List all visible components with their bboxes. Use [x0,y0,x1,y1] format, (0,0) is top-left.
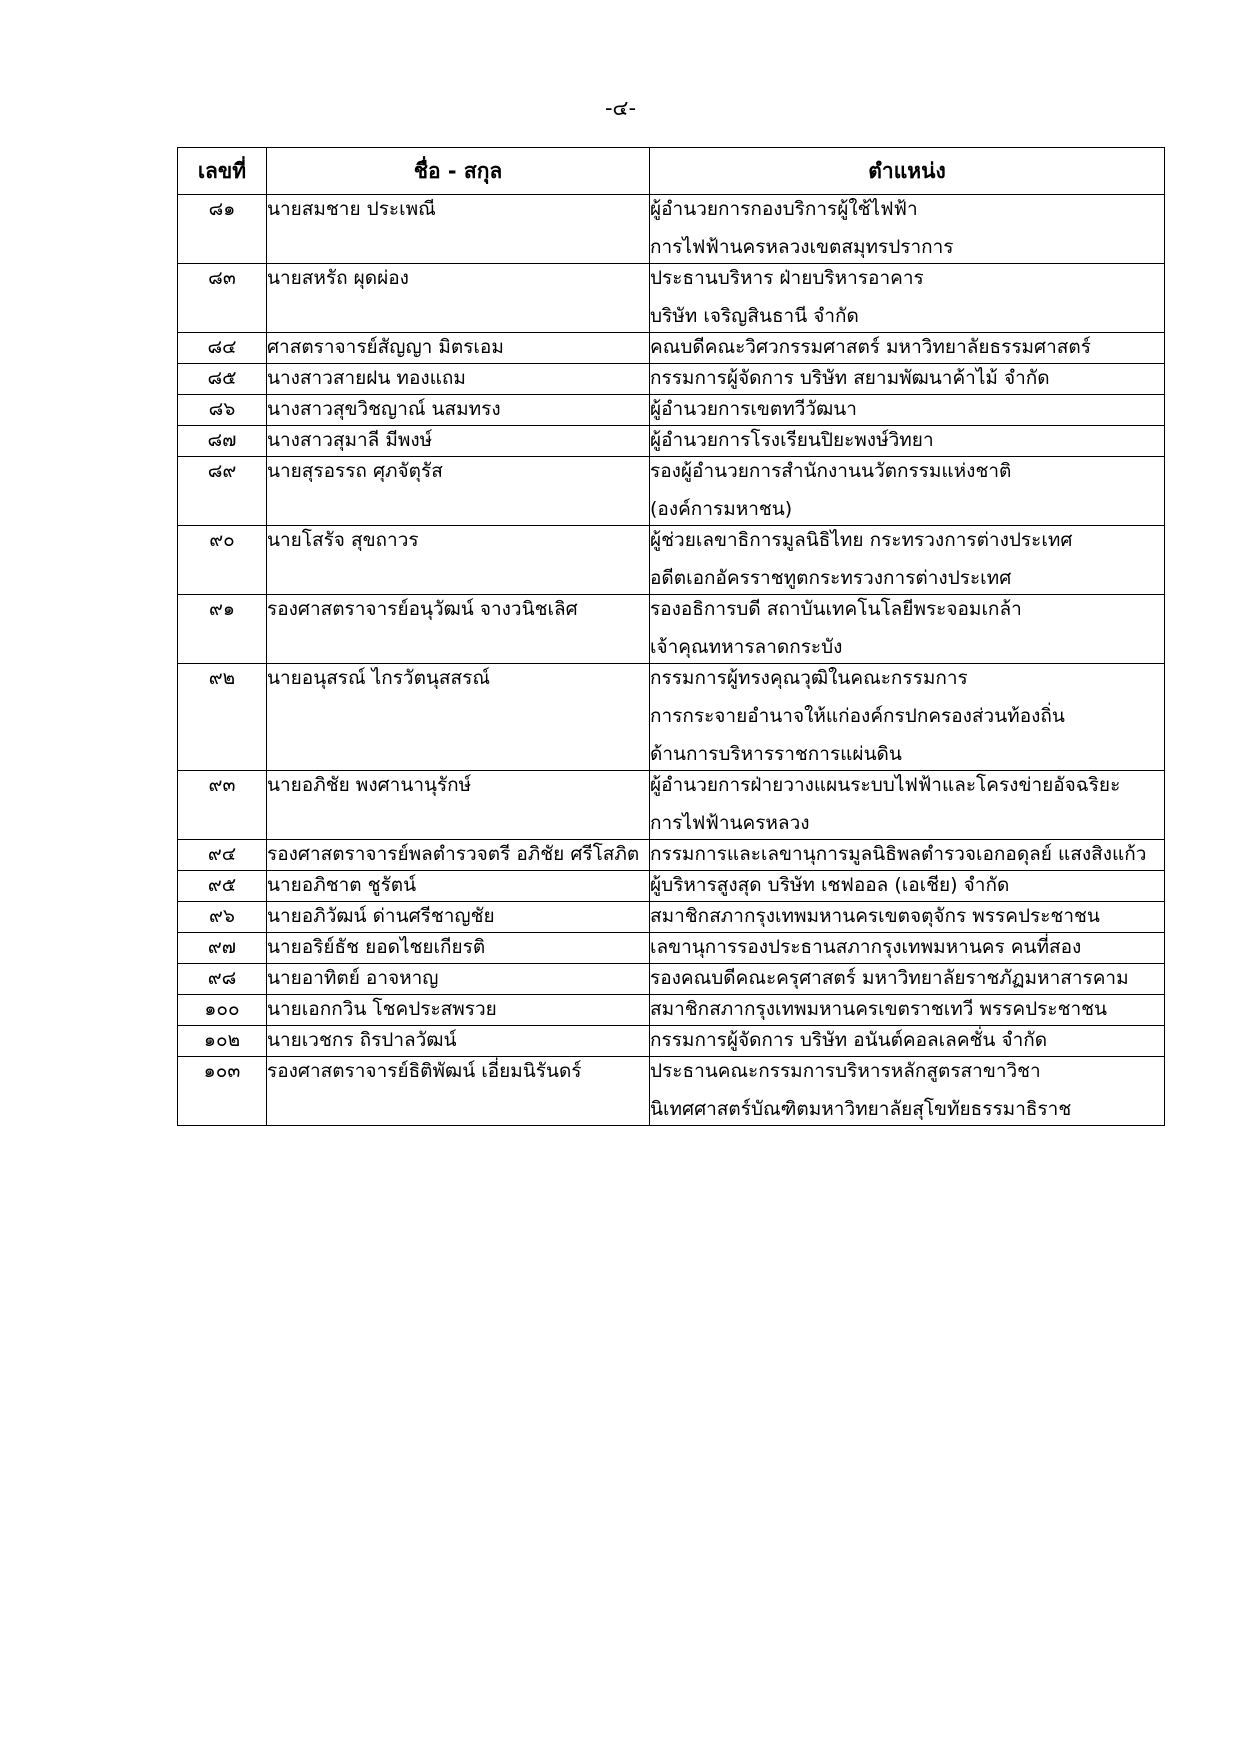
position-line: การไฟฟ้านครหลวง [650,812,810,834]
position-line: กรรมการผู้จัดการ บริษัท อนันต์คอลเลคชั่น จำกัด [650,1029,1048,1051]
person-position [650,902,1165,933]
person-name: นายอภิชาต ชูรัตน์ [267,871,650,902]
person-position [650,964,1165,995]
position-line: ประธานคณะกรรมการบริหารหลักสูตรสาขาวิชา [650,1060,1041,1082]
person-name: นางสาวสุขวิชญาณ์ นสมทรง [267,395,650,426]
person-position [650,195,1165,264]
position-line: ผู้ช่วยเลขาธิการมูลนิธิไทย กระทรวงการต่างประเทศ [650,529,1073,551]
table-row [178,426,1165,457]
person-name: นายสหรัถ ผุดผ่อง [267,264,650,333]
person-name: นายอภิวัฒน์ ด่านศรีชาญชัย [267,902,650,933]
person-name: นายเวชกร ถิรปาลวัฒน์ [267,1026,650,1057]
table-row [178,364,1165,395]
row-number: ๘๔ [178,333,267,364]
header-number: เลขที่ [178,148,267,195]
position-line: สมาชิกสภากรุงเทพมหานครเขตราชเทวี พรรคประชาชน [650,998,1108,1020]
row-number: ๘๖ [178,395,267,426]
row-number: ๑๐๐ [178,995,267,1026]
table-body [178,195,1165,1126]
person-position [650,264,1165,333]
row-number: ๘๗ [178,426,267,457]
person-name: นางสาวสุมาลี มีพงษ์ [267,426,650,457]
table-row [178,264,1165,333]
table-row [178,933,1165,964]
position-line: รองอธิการบดี สถาบันเทคโนโลยีพระจอมเกล้า [650,598,1022,620]
person-name: รองศาสตราจารย์พลตำรวจตรี อภิชัย ศรีโสภิต [267,840,650,871]
position-line: อดีตเอกอัครราชทูตกระทรวงการต่างประเทศ [650,567,1012,589]
table-row [178,664,1165,771]
row-number: ๑๐๒ [178,1026,267,1057]
table-row [178,457,1165,526]
position-line: ผู้อำนวยการกองบริการผู้ใช้ไฟฟ้า [650,198,918,220]
position-line: รองผู้อำนวยการสำนักงานนวัตกรรมแห่งชาติ [650,460,1012,482]
person-name: ศาสตราจารย์สัญญา มิตรเอม [267,333,650,364]
person-position [650,395,1165,426]
table-row [178,526,1165,595]
person-name: นายโสรัจ สุขถาวร [267,526,650,595]
roster-table [177,147,1165,1126]
row-number: ๙๒ [178,664,267,771]
person-name: นางสาวสายฝน ทองแถม [267,364,650,395]
row-number: ๙๕ [178,871,267,902]
position-line: สมาชิกสภากรุงเทพมหานครเขตจตุจักร พรรคประชาชน [650,905,1100,927]
position-line: (องค์การมหาชน) [650,498,793,520]
person-name: นายอนุสรณ์ ไกรวัตนุสสรณ์ [267,664,650,771]
person-position [650,526,1165,595]
person-position [650,871,1165,902]
position-line: ผู้อำนวยการโรงเรียนปิยะพงษ์วิทยา [650,429,934,451]
position-line: เจ้าคุณทหารลาดกระบัง [650,636,843,658]
position-line: การไฟฟ้านครหลวงเขตสมุทรปราการ [650,236,954,258]
person-name: นายอภิชัย พงศานานุรักษ์ [267,771,650,840]
table-row [178,995,1165,1026]
person-position [650,664,1165,771]
position-line: คณบดีคณะวิศวกรรมศาสตร์ มหาวิทยาลัยธรรมศาสตร์ [650,336,1091,358]
person-position [650,333,1165,364]
position-line: ผู้อำนวยการฝ่ายวางแผนระบบไฟฟ้าและโครงข่ายอัจฉริยะ [650,774,1121,796]
row-number: ๙๗ [178,933,267,964]
position-line: ผู้อำนวยการเขตทวีวัฒนา [650,398,857,420]
position-line: ผู้บริหารสูงสุด บริษัท เชฟออล (เอเชีย) จำกัด [650,874,1010,896]
person-position [650,1057,1165,1126]
row-number: ๘๕ [178,364,267,395]
table-row [178,395,1165,426]
person-position [650,771,1165,840]
table-row [178,195,1165,264]
person-position [650,364,1165,395]
table-row [178,771,1165,840]
person-position [650,1026,1165,1057]
person-name: นายเอกกวิน โชคประสพรวย [267,995,650,1026]
row-number: ๙๓ [178,771,267,840]
position-line: กรรมการผู้ทรงคุณวุฒิในคณะกรรมการ [650,667,968,689]
row-number: ๙๐ [178,526,267,595]
row-number: ๙๑ [178,595,267,664]
person-position [650,426,1165,457]
row-number: ๙๖ [178,902,267,933]
person-position [650,933,1165,964]
person-position [650,995,1165,1026]
row-number: ๙๔ [178,840,267,871]
table-row [178,333,1165,364]
position-line: กรรมการผู้จัดการ บริษัท สยามพัฒนาค้าไม้ จำกัด [650,367,1050,389]
person-name: นายสมชาย ประเพณี [267,195,650,264]
person-position [650,595,1165,664]
position-line: บริษัท เจริญสินธานี จำกัด [650,305,859,327]
table-row [178,1057,1165,1126]
position-line: เลขานุการรองประธานสภากรุงเทพมหานคร คนที่สอง [650,936,1082,958]
person-name: นายสุรอรรถ ศุภจัตุรัส [267,457,650,526]
table-row [178,595,1165,664]
table-row [178,964,1165,995]
table-header-row [178,148,1165,195]
person-position [650,840,1165,871]
person-name: นายอาทิตย์ อาจหาญ [267,964,650,995]
position-line: รองคณบดีคณะครุศาสตร์ มหาวิทยาลัยราชภัฏมหาสารคาม [650,967,1129,989]
header-position: ตำแหน่ง [650,148,1165,195]
table-row [178,840,1165,871]
person-name: รองศาสตราจารย์ธิติพัฒน์ เอี่ยมนิรันดร์ [267,1057,650,1126]
page-number: -๔- [604,96,637,120]
row-number: ๙๘ [178,964,267,995]
position-line: การกระจายอำนาจให้แก่องค์กรปกครองส่วนท้องถิ่น [650,705,1065,727]
position-line: กรรมการและเลขานุการมูลนิธิพลตำรวจเอกอดุลย์ แสงสิงแก้ว [650,843,1147,865]
row-number: ๘๙ [178,457,267,526]
person-position [650,457,1165,526]
person-name: นายอริย์ธัช ยอดไชยเกียรติ [267,933,650,964]
position-line: นิเทศศาสตร์บัณฑิตมหาวิทยาลัยสุโขทัยธรรมาธิราช [650,1098,1072,1120]
row-number: ๘๑ [178,195,267,264]
position-line: ประธานบริหาร ฝ่ายบริหารอาคาร [650,267,924,289]
row-number: ๘๓ [178,264,267,333]
header-name: ชื่อ - สกุล [267,148,650,195]
table-row [178,902,1165,933]
table-row [178,871,1165,902]
person-name: รองศาสตราจารย์อนุวัฒน์ จางวนิชเลิศ [267,595,650,664]
row-number: ๑๐๓ [178,1057,267,1126]
table-row [178,1026,1165,1057]
position-line: ด้านการบริหารราชการแผ่นดิน [650,743,902,765]
